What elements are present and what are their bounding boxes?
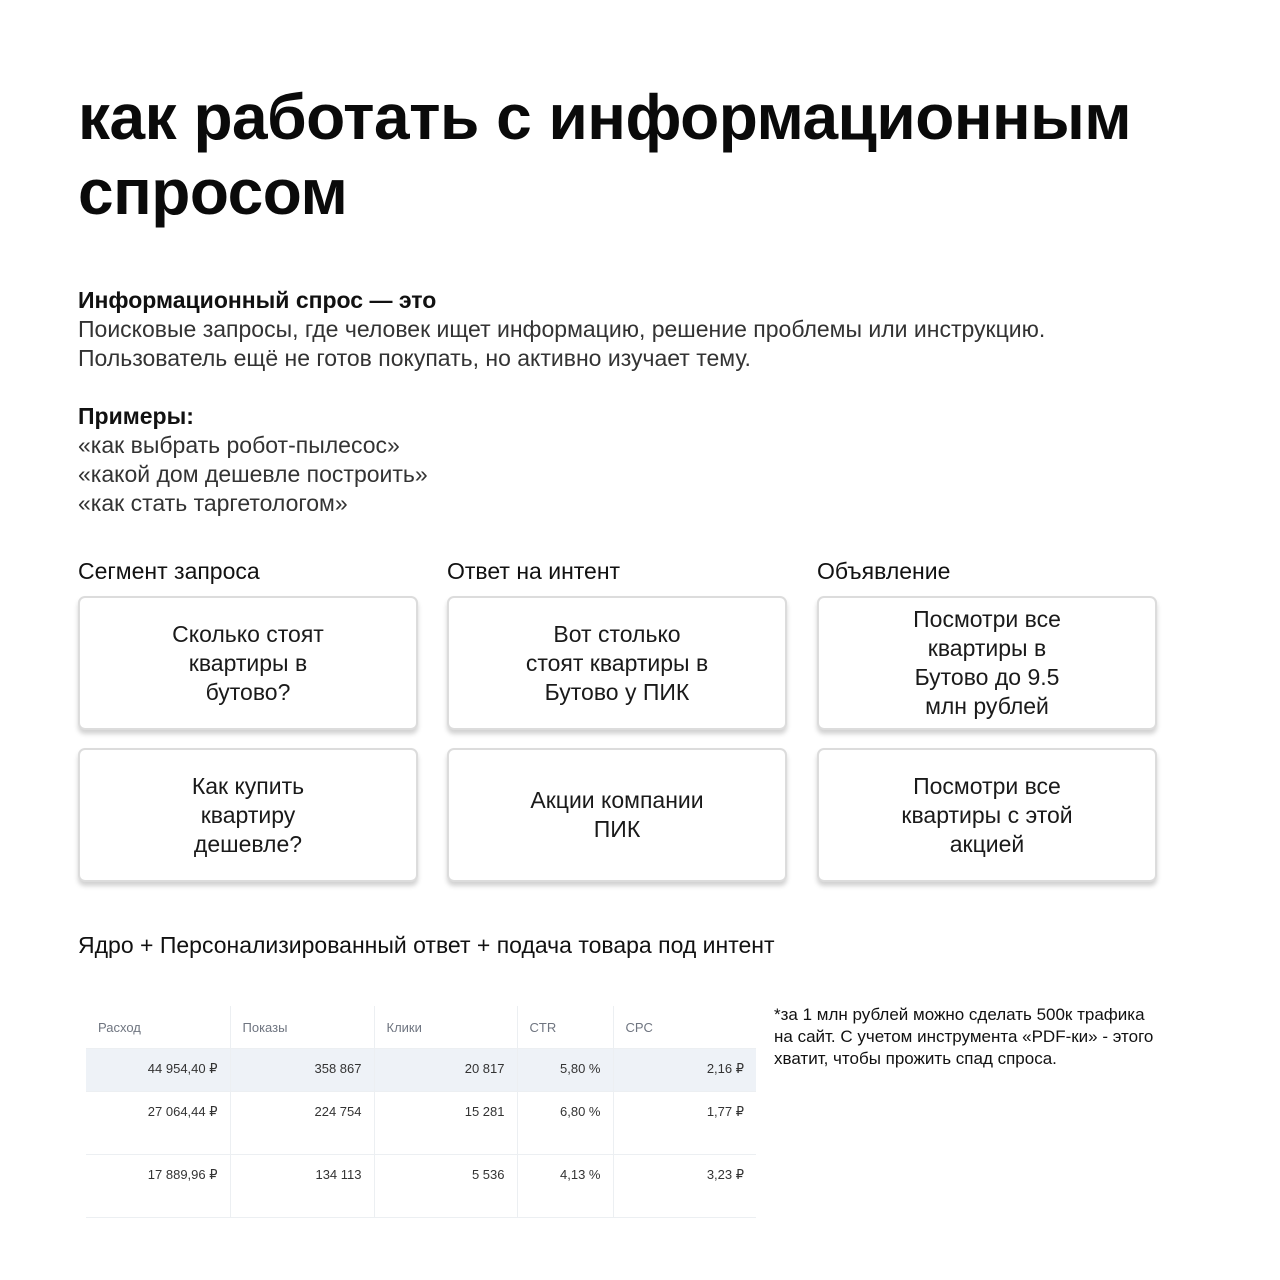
table-cell: 1,77 ₽ bbox=[613, 1092, 756, 1155]
table-cell: 224 754 bbox=[230, 1092, 374, 1155]
table-cell: 3,23 ₽ bbox=[613, 1155, 756, 1218]
table-cell: 134 113 bbox=[230, 1155, 374, 1218]
segment-card: Сколько стоят квартиры в бутово? bbox=[78, 596, 418, 730]
column-heading-answer: Ответ на интент bbox=[447, 558, 621, 584]
definition-line: Пользователь ещё не готов покупать, но активно изучает тему. bbox=[78, 345, 751, 371]
page-title: как работать с информационным спросом bbox=[78, 81, 1132, 228]
example-item: «какой дом дешевле построить» bbox=[78, 461, 428, 487]
table-row bbox=[86, 1092, 756, 1155]
table-cell: 15 281 bbox=[374, 1092, 517, 1155]
ad-card: Посмотри все квартиры в Бутово до 9.5 млн рублей bbox=[817, 596, 1157, 730]
example-item: «как стать таргетологом» bbox=[78, 490, 348, 516]
column-header-spend[interactable]: Расход bbox=[86, 1006, 230, 1049]
table-header-row bbox=[86, 1006, 756, 1049]
column-header-cpc[interactable]: CPC bbox=[613, 1006, 756, 1049]
column-header-impressions[interactable]: Показы bbox=[230, 1006, 374, 1049]
table-row bbox=[86, 1049, 756, 1092]
table-cell: 6,80 % bbox=[517, 1092, 613, 1155]
table-cell: 27 064,44 ₽ bbox=[86, 1092, 230, 1155]
column-heading-ad: Объявление bbox=[817, 558, 951, 584]
table-cell: 4,13 % bbox=[517, 1155, 613, 1218]
definition-heading: Информационный спрос — это bbox=[78, 287, 437, 313]
answer-card: Вот столько стоят квартиры в Бутово у ПИК bbox=[447, 596, 787, 730]
column-heading-segment: Сегмент запроса bbox=[78, 558, 260, 584]
table-cell: 5 536 bbox=[374, 1155, 517, 1218]
column-header-clicks[interactable]: Клики bbox=[374, 1006, 517, 1049]
ad-card: Посмотри все квартиры с этой акцией bbox=[817, 748, 1157, 882]
column-header-ctr[interactable]: CTR bbox=[517, 1006, 613, 1049]
table-cell: 20 817 bbox=[374, 1049, 517, 1092]
segment-card: Как купить квартиру дешевле? bbox=[78, 748, 418, 882]
table-row bbox=[86, 1155, 756, 1218]
examples-block bbox=[78, 402, 878, 518]
table-cell: 5,80 % bbox=[517, 1049, 613, 1092]
table-cell: 44 954,40 ₽ bbox=[86, 1049, 230, 1092]
example-item: «как выбрать робот-пылесос» bbox=[78, 432, 400, 458]
stats-table bbox=[86, 1006, 756, 1218]
table-cell: 358 867 bbox=[230, 1049, 374, 1092]
formula-text: Ядро + Персонализированный ответ + подача товара под интент bbox=[78, 932, 775, 958]
examples-heading: Примеры: bbox=[78, 403, 194, 429]
answer-card: Акции компании ПИК bbox=[447, 748, 787, 882]
footnote: *за 1 млн рублей можно сделать 500к трафика на сайт. С учетом инструмента «PDF-ки» - этого хватит, чтобы прожить спад спроса. bbox=[774, 1005, 1154, 1068]
table-cell: 17 889,96 ₽ bbox=[86, 1155, 230, 1218]
table-cell: 2,16 ₽ bbox=[613, 1049, 756, 1092]
definition-line: Поисковые запросы, где человек ищет информацию, решение проблемы или инструкцию. bbox=[78, 316, 1046, 342]
definition-block bbox=[78, 286, 1228, 373]
